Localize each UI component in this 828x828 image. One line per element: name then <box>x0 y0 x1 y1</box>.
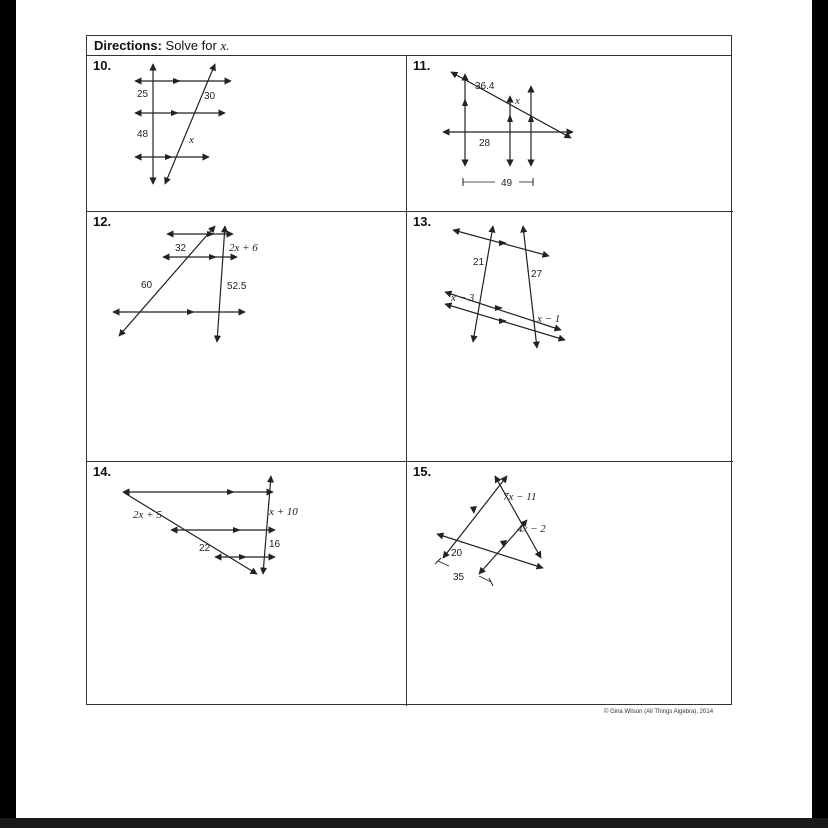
label-48: 48 <box>137 129 149 140</box>
problem-10-diagram <box>87 56 407 212</box>
label-x-plus-10: x + 10 <box>269 506 298 518</box>
label-60: 60 <box>141 280 153 291</box>
problem-15 <box>407 462 733 706</box>
label-27: 27 <box>531 269 543 280</box>
problem-12 <box>87 212 407 462</box>
label-x: x <box>189 134 194 146</box>
problem-number: 14. <box>93 464 112 479</box>
problem-14-diagram <box>87 462 407 706</box>
label-20: 20 <box>451 548 463 559</box>
label-2x-plus-6: 2x + 6 <box>229 242 258 254</box>
label-x: x <box>515 95 520 107</box>
problem-14 <box>87 462 407 706</box>
label-x-minus-3: x − 3 <box>451 292 475 304</box>
bottom-bar <box>0 818 828 828</box>
label-49: 49 <box>501 178 513 189</box>
label-22: 22 <box>199 543 211 554</box>
label-x-minus-1: x − 1 <box>537 313 561 325</box>
label-21: 21 <box>473 257 485 268</box>
label-28: 28 <box>479 138 491 149</box>
label-16: 16 <box>269 539 281 550</box>
label-35: 35 <box>453 572 465 583</box>
directions-variable: x. <box>220 38 230 53</box>
problem-number: 12. <box>93 214 112 229</box>
problem-11 <box>407 56 733 212</box>
problem-number: 10. <box>93 58 112 73</box>
problem-number: 13. <box>413 214 432 229</box>
problem-12-diagram <box>87 212 407 462</box>
label-7x-minus-11: 7x − 11 <box>503 491 537 503</box>
label-30: 30 <box>204 91 216 102</box>
worksheet-page <box>16 0 812 822</box>
problem-13 <box>407 212 733 462</box>
label-36-4: 36.4 <box>475 81 495 92</box>
label-52-5: 52.5 <box>227 281 247 292</box>
problem-number: 15. <box>413 464 432 479</box>
problem-number: 11. <box>413 58 431 73</box>
copyright-text: © Gina Wilson (All Things Algebra), 2014 <box>604 709 714 715</box>
problem-13-diagram <box>407 212 733 462</box>
label-25: 25 <box>137 89 149 100</box>
directions-text: Solve for <box>165 38 217 53</box>
label-32: 32 <box>175 243 187 254</box>
worksheet-grid <box>86 35 732 705</box>
label-2x-plus-5: 2x + 5 <box>133 509 162 521</box>
label-4x-minus-2: 4x − 2 <box>517 523 546 535</box>
problem-10 <box>87 56 407 212</box>
problem-11-diagram <box>407 56 733 212</box>
problem-15-diagram <box>407 462 733 706</box>
directions-row <box>87 36 731 56</box>
directions-label: Directions: <box>94 38 162 53</box>
